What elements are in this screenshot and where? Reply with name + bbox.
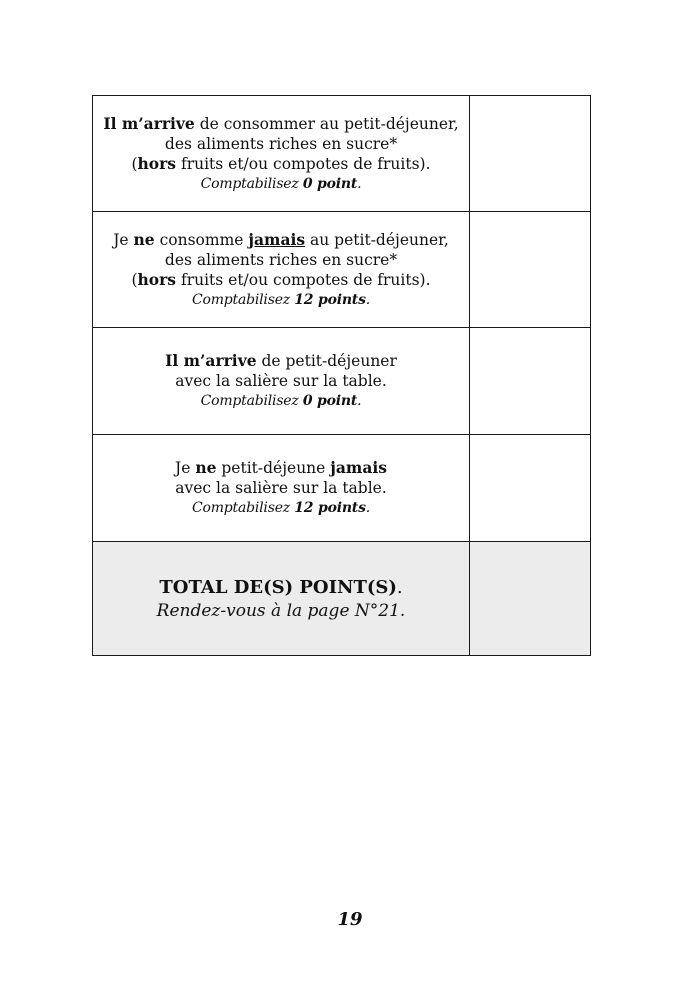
points-instruction bbox=[93, 290, 469, 310]
total-title-text: TOTAL DE(S) POINT(S) bbox=[159, 576, 397, 598]
statement-text: ( bbox=[131, 270, 138, 289]
statement-line: avec la salière sur la table. bbox=[175, 372, 387, 390]
statement-line bbox=[93, 114, 469, 134]
total-row bbox=[93, 542, 591, 656]
score-box[interactable] bbox=[470, 328, 591, 435]
statement-text: de petit-déjeuner bbox=[256, 352, 397, 370]
statement-cell bbox=[93, 96, 470, 212]
score-box[interactable] bbox=[470, 96, 591, 212]
emphasis-text: ne bbox=[133, 229, 155, 249]
points-value: 0 point bbox=[302, 175, 358, 192]
statement-text: consomme bbox=[154, 230, 249, 249]
points-label: Comptabilisez bbox=[191, 500, 295, 516]
score-box[interactable] bbox=[470, 212, 591, 328]
table-row bbox=[93, 328, 591, 435]
page-number: 19 bbox=[337, 909, 363, 930]
statement-line bbox=[93, 351, 469, 371]
total-title-suffix: . bbox=[396, 576, 403, 598]
points-label: Comptabilisez bbox=[200, 393, 303, 409]
points-instruction bbox=[93, 391, 469, 411]
statement-text: Je bbox=[174, 459, 196, 477]
table-row bbox=[93, 212, 591, 328]
score-table bbox=[92, 95, 591, 656]
table-row bbox=[93, 435, 591, 542]
points-value: 12 points bbox=[294, 291, 366, 308]
total-title bbox=[93, 576, 469, 600]
underlined-emphasis-text: jamais bbox=[248, 229, 306, 249]
points-suffix: . bbox=[357, 175, 362, 192]
statement-cell bbox=[93, 212, 470, 328]
emphasis-text: hors bbox=[137, 153, 177, 173]
emphasis-text: jamais bbox=[330, 458, 387, 477]
emphasis-text: Il m’arrive bbox=[165, 351, 257, 370]
statement-text: de consommer au petit-déjeuner, bbox=[194, 114, 459, 133]
statement-text: fruits et/ou compotes de fruits). bbox=[176, 270, 431, 289]
statement-line bbox=[93, 230, 469, 250]
points-suffix: . bbox=[365, 500, 371, 516]
statement-cell bbox=[93, 435, 470, 542]
statement-line: avec la salière sur la table. bbox=[175, 479, 387, 497]
emphasis-text: hors bbox=[137, 269, 177, 289]
points-instruction bbox=[93, 174, 469, 194]
total-cell bbox=[93, 542, 470, 656]
statement-cell bbox=[93, 328, 470, 435]
statement-text: Je bbox=[113, 230, 134, 249]
statement-text: petit-déjeune bbox=[216, 459, 331, 477]
points-label: Comptabilisez bbox=[191, 291, 295, 308]
score-box[interactable] bbox=[470, 435, 591, 542]
statement-text: ( bbox=[131, 154, 138, 173]
table-row bbox=[93, 96, 591, 212]
points-value: 12 points bbox=[294, 500, 366, 516]
points-label: Comptabilisez bbox=[200, 175, 303, 192]
points-instruction bbox=[93, 498, 469, 518]
total-instruction: Rendez-vous à la page N°21. bbox=[156, 600, 406, 621]
statement-line bbox=[93, 270, 469, 290]
emphasis-text: Il m’arrive bbox=[103, 113, 195, 133]
points-suffix: . bbox=[357, 393, 362, 409]
statement-text: fruits et/ou compotes de fruits). bbox=[176, 154, 431, 173]
total-score-box[interactable] bbox=[470, 542, 591, 656]
statement-line bbox=[93, 458, 469, 478]
statement-line: des aliments riches en sucre* bbox=[164, 250, 398, 269]
statement-line: des aliments riches en sucre* bbox=[164, 134, 398, 153]
statement-text: au petit-déjeuner, bbox=[305, 230, 449, 249]
statement-line bbox=[93, 154, 469, 174]
points-value: 0 point bbox=[302, 393, 358, 409]
emphasis-text: ne bbox=[195, 458, 217, 477]
points-suffix: . bbox=[365, 291, 371, 308]
